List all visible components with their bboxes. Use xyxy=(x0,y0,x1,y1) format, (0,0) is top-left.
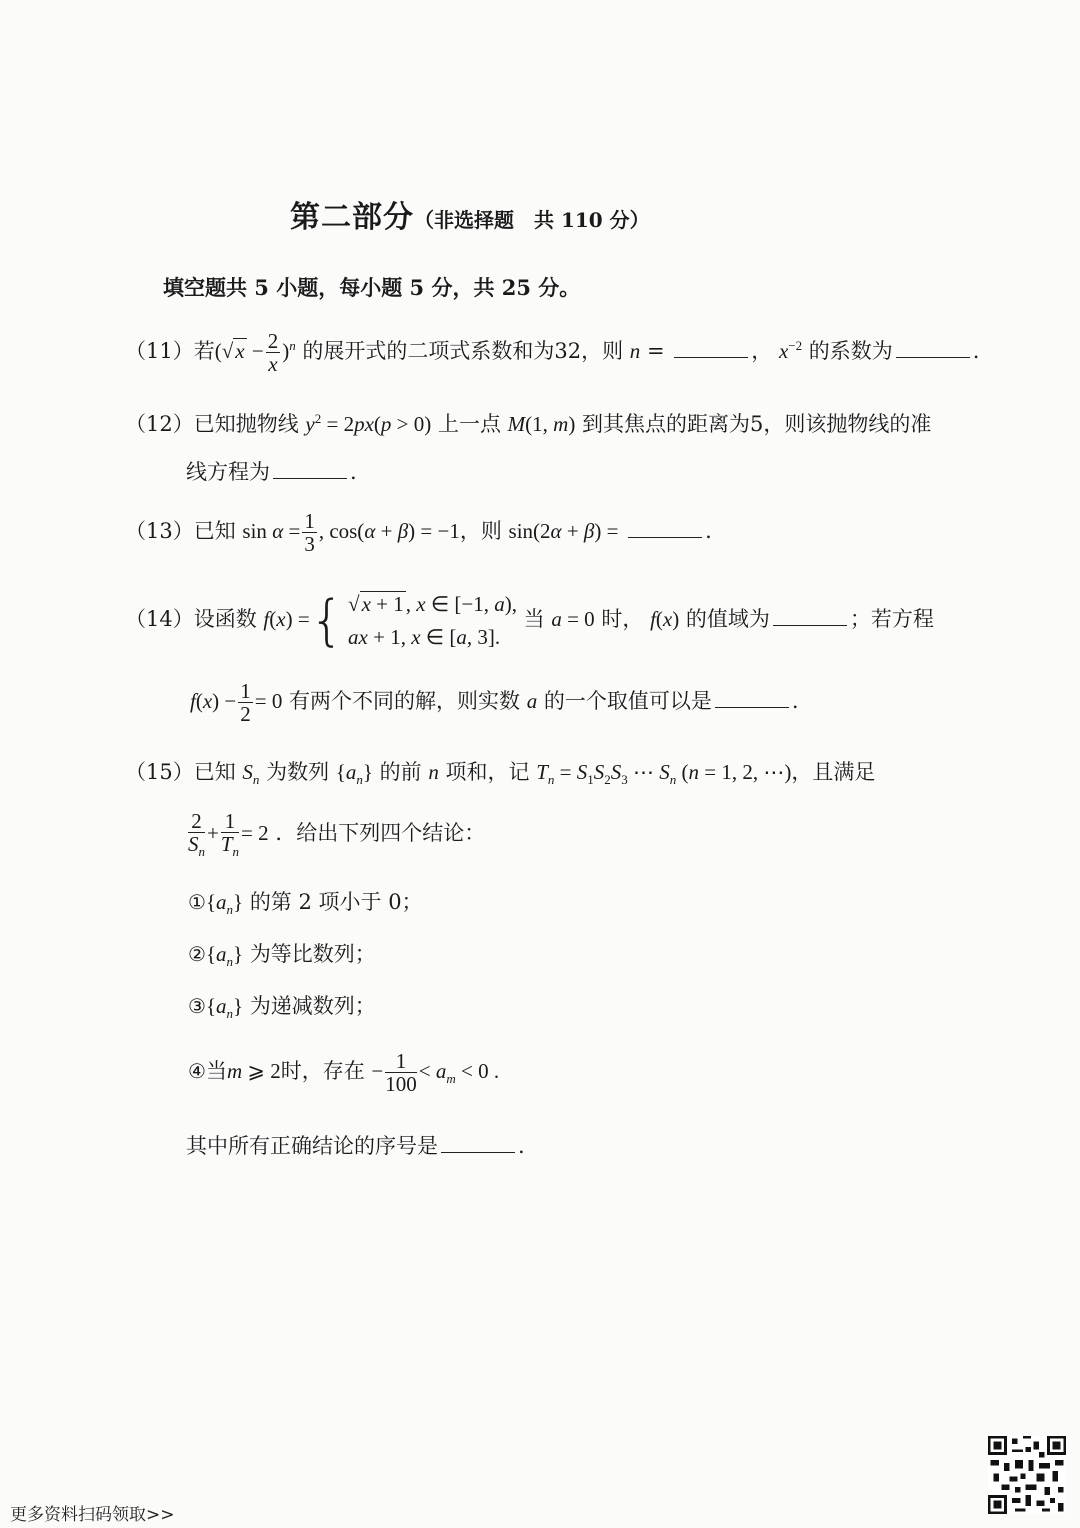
answer-blank[interactable] xyxy=(715,689,789,708)
instructions: 填空题共 5 小题，每小题 5 分，共 25 分。 xyxy=(163,275,581,300)
question-13: （13）已知 sin α = $\frac{1}{3}$ , cos(α + β) = −1，则 sin(2α + β) = . xyxy=(125,509,712,557)
question-number: （12） xyxy=(125,412,194,436)
footer-note: 更多资料扫码领取>> xyxy=(10,1505,175,1525)
fraction: $\frac{1}{100}$ xyxy=(385,1049,417,1097)
fraction: $\frac{1}{2}$ xyxy=(240,679,251,727)
answer-blank[interactable] xyxy=(441,1134,515,1153)
question-number: （15） xyxy=(125,760,194,784)
question-15: （15）已知 $S_n$ 为数列 $\{a_n\}$ 的前 n 项和，记 $T_n = S_1S_2S_3$ ⋯ $S_n$ (n = 1, 2, ⋯)，且满足 xyxy=(125,760,876,788)
conclusion-3: $③\{a_n\}$ 为递减数列； xyxy=(188,994,376,1022)
section-heading xyxy=(290,192,650,236)
answer-blank[interactable] xyxy=(273,460,347,479)
answer-blank[interactable] xyxy=(674,339,748,358)
answer-blank[interactable] xyxy=(628,519,702,538)
question-12-line2: 线方程为 . xyxy=(186,460,357,484)
section-title: 第二部分 xyxy=(290,200,414,235)
answer-blank[interactable] xyxy=(773,607,847,626)
fraction: $\frac{1}{3}$ xyxy=(304,509,315,557)
fraction: $\frac{2}{S_n}$ xyxy=(188,809,205,860)
question-15-condition: $\frac{2}{S_n}$ + $\frac{1}{T_n}$ = 2 ．给出下列四个结论： xyxy=(188,809,486,860)
conclusion-1: $①\{a_n\}$ 的第 2 项小于 0； xyxy=(188,890,423,918)
question-number: （14） xyxy=(125,607,194,632)
section-subtitle: （非选择题 共 110 分） xyxy=(414,208,650,232)
answer-blank[interactable] xyxy=(896,339,970,358)
question-number: （11） xyxy=(125,339,194,364)
question-14-line2: f(x) − $\frac{1}{2}$ = 0 有两个不同的解，则实数 a 的一个取值可以是 . xyxy=(190,679,799,727)
qr-code-icon[interactable] xyxy=(988,1436,1066,1514)
question-15-final: 其中所有正确结论的序号是 . xyxy=(186,1134,525,1158)
question-11: （11）若(√x − $\frac{2}{x}$ )$^n$ 的展开式的二项式系数和为32，则 n = ， $x^{-2}$ 的系数为 . xyxy=(125,329,980,377)
conclusion-4: ④当m ⩾ 2时，存在 − $\frac{1}{100}$ < $a_m < 0$ . xyxy=(188,1049,500,1097)
question-12: （12）已知抛物线 $y^2 = 2px(p > 0)$ 上一点 M(1, m) 到其焦点的距离为5，则该抛物线的准 xyxy=(125,411,932,436)
conclusion-2: $②\{a_n\}$ 为等比数列； xyxy=(188,942,376,970)
question-number: （13） xyxy=(125,519,194,544)
fraction: $\frac{1}{T_n}$ xyxy=(220,809,240,860)
question-14: （14）设函数 f(x) = { √x + 1, x ∈ [−1, a), ax + 1, x ∈ [a, 3]. 当 a = 0 时， f(x) 的值域为 ；若方程 xyxy=(125,588,934,652)
fraction: $\frac{2}{x}$ xyxy=(267,329,279,377)
